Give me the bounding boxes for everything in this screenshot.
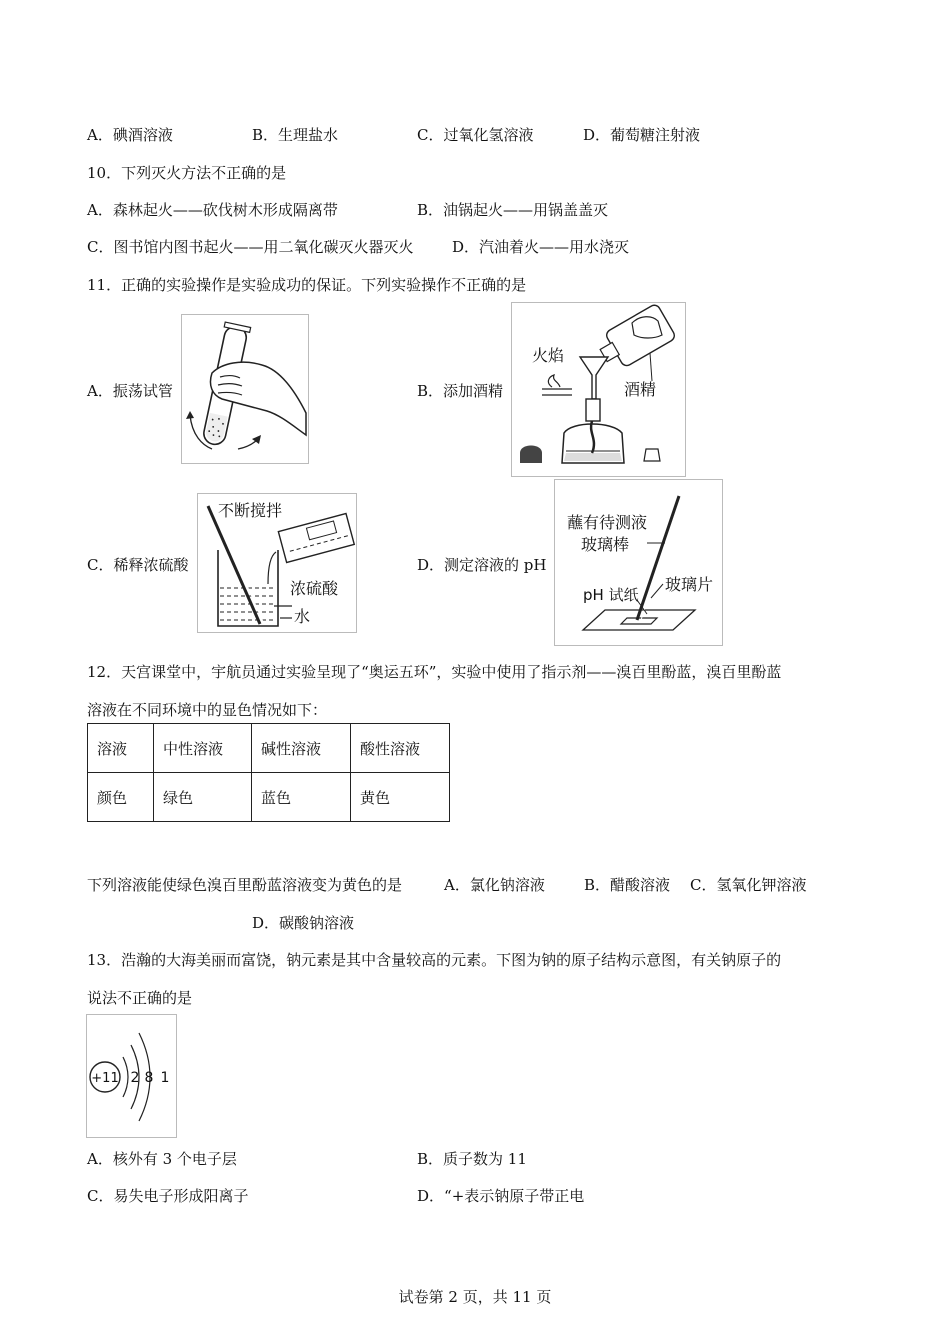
fig-c-label-water: 水 (294, 607, 311, 626)
shell-2-electrons: 8 (144, 1070, 154, 1086)
table-row (88, 773, 450, 822)
q10-option-a: A．森林起火——砍伐树木形成隔离带 (87, 201, 338, 219)
q10-option-b: B．油锅起火——用锅盖盖灭 (417, 201, 609, 219)
q11-option-a: A．振荡试管 (87, 382, 173, 400)
dilute-acid-figure (197, 493, 357, 633)
measure-ph-figure (554, 479, 723, 646)
q13-option-b: B．质子数为 11 (417, 1150, 527, 1168)
shell-1-electrons: 2 (130, 1070, 140, 1086)
q9-option-c: C．过氧化氢溶液 (417, 126, 534, 144)
q10-stem: 10．下列灭火方法不正确的是 (87, 164, 287, 182)
nucleus-charge: +11 (91, 1071, 119, 1086)
q11-option-b: B．添加酒精 (417, 382, 504, 400)
fig-d-label-glass: 玻璃片 (665, 575, 714, 594)
shell-3-electrons: 1 (160, 1070, 170, 1086)
table-cell: 蓝色 (252, 773, 351, 822)
fig-d-label-paper: pH 试纸 (583, 586, 639, 604)
q13-option-a: A．核外有 3 个电子层 (87, 1150, 237, 1168)
q9-option-d: D．葡萄糖注射液 (583, 126, 701, 144)
sodium-atom-diagram (86, 1014, 177, 1138)
q11-stem: 11．正确的实验操作是实验成功的保证。下列实验操作不正确的是 (87, 276, 527, 294)
indicator-color-table (87, 723, 450, 822)
fig-b-label-flame: 火焰 (532, 346, 565, 365)
q11-option-d: D．测定溶液的 pH (417, 556, 547, 574)
table-cell: 中性溶液 (154, 724, 252, 773)
fig-d-label-rod: 玻璃棒 (581, 535, 630, 554)
q12-option-c: C．氢氧化钾溶液 (690, 876, 807, 894)
q9-option-a: A．碘酒溶液 (87, 126, 173, 144)
q13-stem-line-2: 说法不正确的是 (87, 989, 193, 1007)
shake-test-tube-figure (181, 314, 309, 464)
q10-option-c: C．图书馆内图书起火——用二氧化碳灭火器灭火 (87, 238, 414, 256)
table-cell: 黄色 (351, 773, 450, 822)
q12-option-b: B．醋酸溶液 (584, 876, 671, 894)
q11-option-c: C．稀释浓硫酸 (87, 556, 189, 574)
table-row (88, 724, 450, 773)
fig-b-label-alcohol: 酒精 (624, 380, 657, 399)
q12-option-a: A．氯化钠溶液 (444, 876, 545, 894)
q12-question: 下列溶液能使绿色溴百里酚蓝溶液变为黄色的是 (87, 876, 403, 894)
q9-option-b: B．生理盐水 (252, 126, 339, 144)
fig-c-label-stir: 不断搅拌 (218, 501, 283, 520)
table-cell: 碱性溶液 (252, 724, 351, 773)
fig-d-label-dipped: 蘸有待测液 (567, 513, 648, 532)
table-cell: 溶液 (88, 724, 154, 773)
q12-stem-line-2: 溶液在不同环境中的显色情况如下： (87, 701, 328, 719)
q12-option-d: D．碳酸钠溶液 (252, 914, 355, 932)
q12-stem-line-1: 12．天宫课堂中，宇航员通过实验呈现了“奥运五环”，实验中使用了指示剂——溴百里酚蓝，溴百里酚蓝 (87, 663, 782, 681)
q13-option-d: D．“+表示钠原子带正电 (417, 1187, 585, 1205)
q13-stem-line-1: 13．浩瀚的大海美丽而富饶，钠元素是其中含量较高的元素。下图为钠的原子结构示意图，有关钠原子的 (87, 951, 782, 969)
q13-option-c: C．易失电子形成阳离子 (87, 1187, 249, 1205)
table-cell: 绿色 (154, 773, 252, 822)
page-footer: 试卷第 2 页，共 11 页 (398, 1288, 552, 1306)
q10-option-d: D．汽油着火——用水浇灭 (452, 238, 630, 256)
add-alcohol-figure (511, 302, 686, 477)
table-cell: 颜色 (88, 773, 154, 822)
fig-c-label-acid: 浓硫酸 (290, 579, 339, 598)
table-cell: 酸性溶液 (351, 724, 450, 773)
